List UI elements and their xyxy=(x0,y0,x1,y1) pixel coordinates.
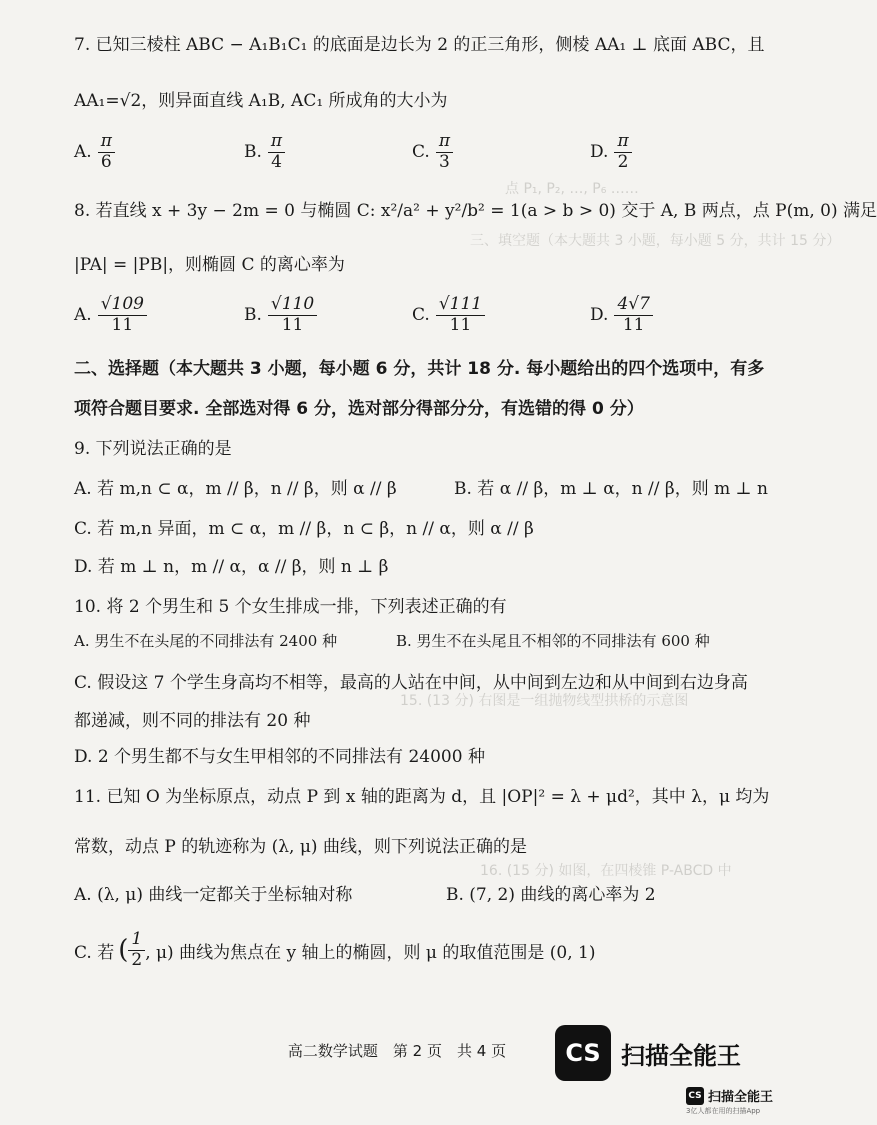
camscanner-small-badge xyxy=(686,1086,773,1105)
q10-option-b: B. 男生不在头尾且不相邻的不同排法有 600 种 xyxy=(396,632,710,650)
q11-option-b: B. (7, 2) 曲线的离心率为 2 xyxy=(446,885,656,905)
camscanner-logo-icon: CS xyxy=(555,1025,611,1081)
q11-option-c: C. 若 ( $\frac{1}{2}$ , μ) 曲线为焦点在 y 轴上的椭圆，则 μ 的取值范围是 (0, 1) xyxy=(74,929,596,970)
q9-option-c: C. 若 m,n 异面，m ⊂ α，m // β，n ⊂ β，n // α，则 α // β xyxy=(74,519,534,539)
camscanner-watermark xyxy=(555,1025,741,1081)
bleed-through-text: 点 P₁, P₂, …, P₆ …… xyxy=(505,181,639,197)
fraction: $\frac{\pi}{3}$ xyxy=(436,132,453,172)
q8-stem-line1: 8. 若直线 x + 3y − 2m = 0 与椭圆 C: x²/a² + y²/b² = 1(a > b > 0) 交于 A, B 两点，点 P(m, 0) 满足 xyxy=(74,201,877,221)
section2-header-line2: 项符合题目要求. 全部选对得 6 分，选对部分得部分分，有选错的得 0 分） xyxy=(74,399,644,419)
q11-stem-line2: 常数，动点 P 的轨迹称为 (λ, μ) 曲线，则下列说法正确的是 xyxy=(74,837,527,857)
q7-option-c: C. $\frac{\pi}{3}$ xyxy=(412,132,453,172)
section2-header-line1: 二、选择题（本大题共 3 小题，每小题 6 分，共计 18 分. 每小题给出的四个选项中，有多 xyxy=(74,359,765,379)
q10-stem: 10. 将 2 个男生和 5 个女生排成一排，下列表述正确的有 xyxy=(74,597,507,617)
bleed-through-text: 16. (15 分) 如图，在四棱锥 P-ABCD 中 xyxy=(480,863,732,879)
q8-option-b: B. $\frac{√110}{11}$ xyxy=(244,295,317,335)
page-footer: 高二数学试题 第 2 页 共 4 页 xyxy=(287,1042,507,1060)
q7-option-a: A. $\frac{\pi}{6}$ xyxy=(74,132,115,172)
q9-option-a: A. 若 m,n ⊂ α，m // β，n // β，则 α // β xyxy=(74,479,397,499)
q11-stem-line1: 11. 已知 O 为坐标原点，动点 P 到 x 轴的距离为 d，且 |OP|² = λ + μd²，其中 λ，μ 均为 xyxy=(74,787,770,807)
q9-option-b: B. 若 α // β，m ⊥ α，n // β，则 m ⊥ n xyxy=(454,479,768,499)
q7-option-d: D. $\frac{\pi}{2}$ xyxy=(590,132,632,172)
camscanner-tagline: 3亿人都在用的扫描App xyxy=(686,1107,761,1115)
q10-option-c-line1: C. 假设这 7 个学生身高均不相等，最高的人站在中间，从中间到左边和从中间到右边身高 xyxy=(74,673,748,693)
q8-option-c: C. $\frac{√111}{11}$ xyxy=(412,295,485,335)
bleed-through-text: 三、填空题（本大题共 3 小题，每小题 5 分，共计 15 分） xyxy=(470,233,841,249)
camscanner-brand: 扫描全能王 xyxy=(621,1041,741,1070)
q9-option-d: D. 若 m ⊥ n，m // α，α // β，则 n ⊥ β xyxy=(74,557,389,577)
q9-stem: 9. 下列说法正确的是 xyxy=(74,439,232,459)
bleed-through-text: 15. (13 分) 右图是一组抛物线型拱桥的示意图 xyxy=(400,693,689,709)
fraction: $\frac{√109}{11}$ xyxy=(98,295,147,335)
q10-option-a: A. 男生不在头尾的不同排法有 2400 种 xyxy=(74,632,338,650)
q8-options xyxy=(74,295,774,345)
q8-stem-line2: |PA| = |PB|，则椭圆 C 的离心率为 xyxy=(74,255,345,275)
fraction: $\frac{4√7}{11}$ xyxy=(614,295,652,335)
q10-option-d: D. 2 个男生都不与女生甲相邻的不同排法有 24000 种 xyxy=(74,747,485,767)
fraction: $\frac{√110}{11}$ xyxy=(268,295,317,335)
camscanner-small-brand: 扫描全能王 xyxy=(708,1090,774,1105)
q8-option-d: D. $\frac{4√7}{11}$ xyxy=(590,295,653,335)
q10-option-c-line2: 都递减，则不同的排法有 20 种 xyxy=(74,711,311,731)
fraction: $\frac{\pi}{6}$ xyxy=(98,132,115,172)
q7-options xyxy=(74,132,774,182)
fraction: $\frac{\pi}{4}$ xyxy=(268,132,285,172)
q7-option-b: B. $\frac{\pi}{4}$ xyxy=(244,132,285,172)
q8-option-a: A. $\frac{√109}{11}$ xyxy=(74,295,147,335)
fraction: $\frac{√111}{11}$ xyxy=(436,295,485,335)
fraction: $\frac{\pi}{2}$ xyxy=(614,132,631,172)
fraction: $\frac{1}{2}$ xyxy=(128,930,145,970)
q7-stem-line1: 7. 已知三棱柱 ABC − A₁B₁C₁ 的底面是边长为 2 的正三角形，侧棱 AA₁ ⊥ 底面 ABC，且 xyxy=(74,35,765,55)
q7-stem-line2: AA₁=√2，则异面直线 A₁B, AC₁ 所成角的大小为 xyxy=(74,91,448,111)
camscanner-small-logo-icon: CS xyxy=(686,1087,704,1105)
q11-option-a: A. (λ, μ) 曲线一定都关于坐标轴对称 xyxy=(74,885,353,905)
paren-open: ( xyxy=(118,935,129,966)
